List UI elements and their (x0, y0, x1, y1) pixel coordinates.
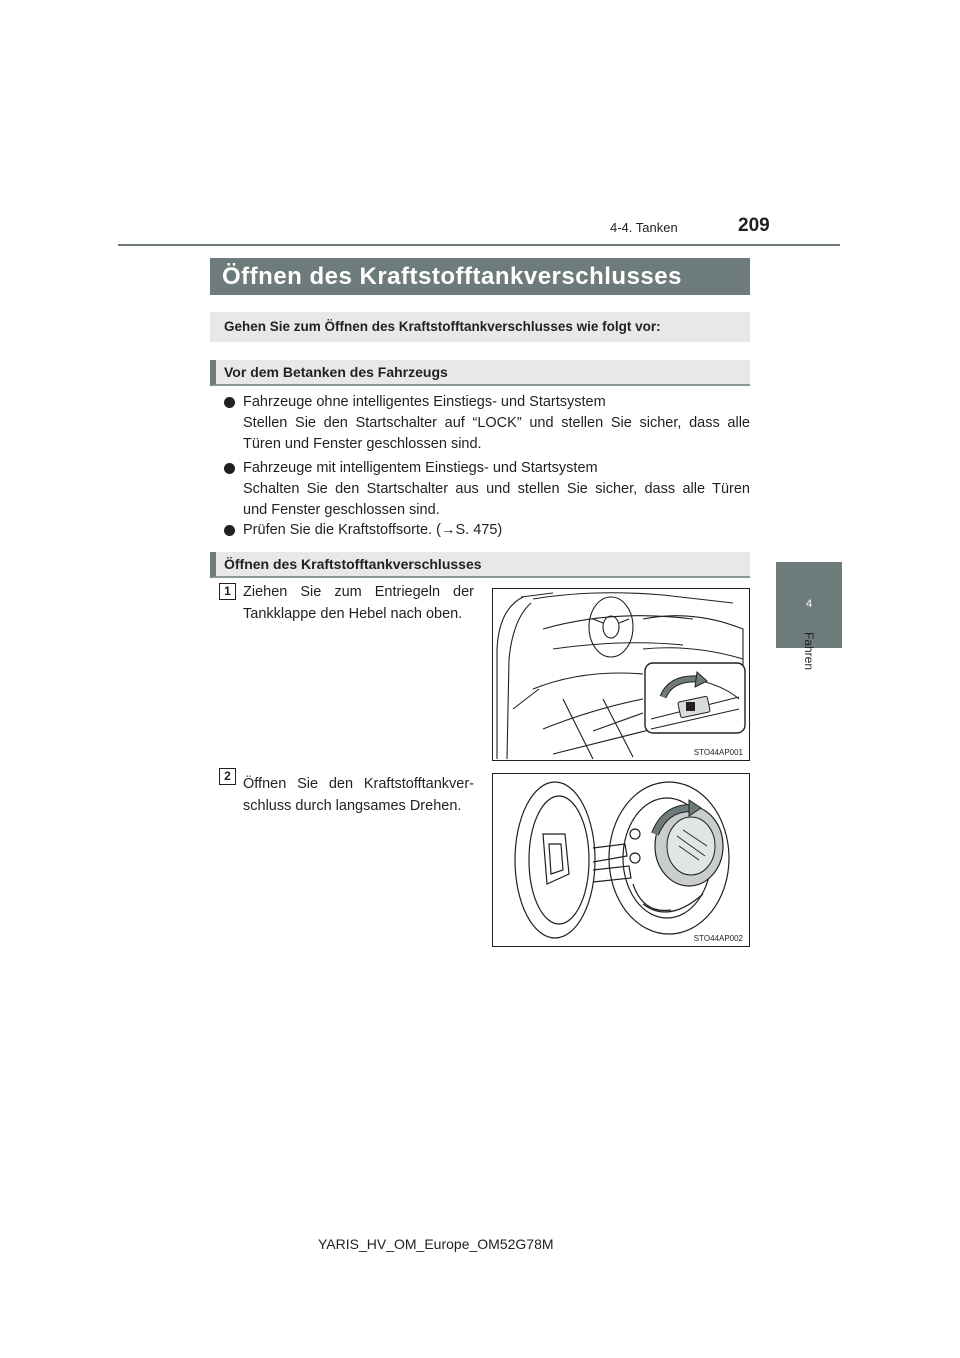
step-text (243, 581, 474, 625)
page-number: 209 (738, 215, 770, 236)
bullet-line: Schalten Sie den Startschalter aus und stellen Sie sicher, dass alle Türen (243, 481, 750, 497)
step-text (243, 773, 474, 817)
document-footer: YARIS_HV_OM_Europe_OM52G78M (318, 1236, 554, 1252)
bullet-dot-icon (224, 397, 235, 408)
bullet-line: Fahrzeuge ohne intelligentes Einstiegs- und Startsystem (243, 394, 606, 410)
bullet-line: Türen und Fenster geschlossen sind. (243, 436, 482, 452)
step-line: Öffnen Sie den Kraftstofftankver- (243, 776, 474, 792)
header-divider (118, 244, 840, 246)
chapter-label-wrapper (786, 628, 832, 674)
figure-code: STO44AP002 (693, 934, 743, 943)
step-line: Tankklappe den Hebel nach oben. (243, 606, 463, 622)
step-line: schluss durch langsames Drehen. (243, 798, 462, 814)
chapter-number: 4 (805, 598, 813, 610)
section-heading-text: Öffnen des Kraftstofftankverschlusses (224, 556, 482, 572)
fuel-cap-illustration (493, 774, 750, 947)
figure-fuel-cap (492, 773, 750, 947)
step-line: Ziehen Sie zum Entriegeln der (243, 584, 474, 600)
figure-code: STO44AP001 (693, 748, 743, 757)
section-heading-text: Vor dem Betanken des Fahrzeugs (224, 364, 448, 380)
intro-text: Gehen Sie zum Öffnen des Kraftstofftankverschlusses wie folgt vor: (224, 319, 661, 334)
step-number-badge: 1 (219, 583, 236, 600)
page-title: Öffnen des Kraftstofftankverschlusses (222, 263, 682, 290)
bullet-line: Fahrzeuge mit intelligentem Einstiegs- und Startsystem (243, 460, 598, 476)
car-interior-illustration (493, 589, 750, 761)
section-heading-before-refuel (210, 360, 750, 386)
header-section: 4-4. Tanken (610, 220, 678, 235)
bullet-line: Prüfen Sie die Kraftstoffsorte. (→S. 475) (243, 522, 503, 538)
bullet-dot-icon (224, 525, 235, 536)
intro-box (210, 312, 750, 342)
chapter-label: Fahren (802, 631, 816, 671)
bullet-line: Stellen Sie den Startschalter auf “LOCK” und stellen Sie sicher, dass alle (243, 415, 750, 431)
bullet-dot-icon (224, 463, 235, 474)
section-heading-open-cap (210, 552, 750, 578)
figure-fuel-door-lever (492, 588, 750, 761)
page-title-bar (210, 258, 750, 295)
step-number-badge: 2 (219, 768, 236, 785)
bullet-line: und Fenster geschlossen sind. (243, 502, 440, 518)
